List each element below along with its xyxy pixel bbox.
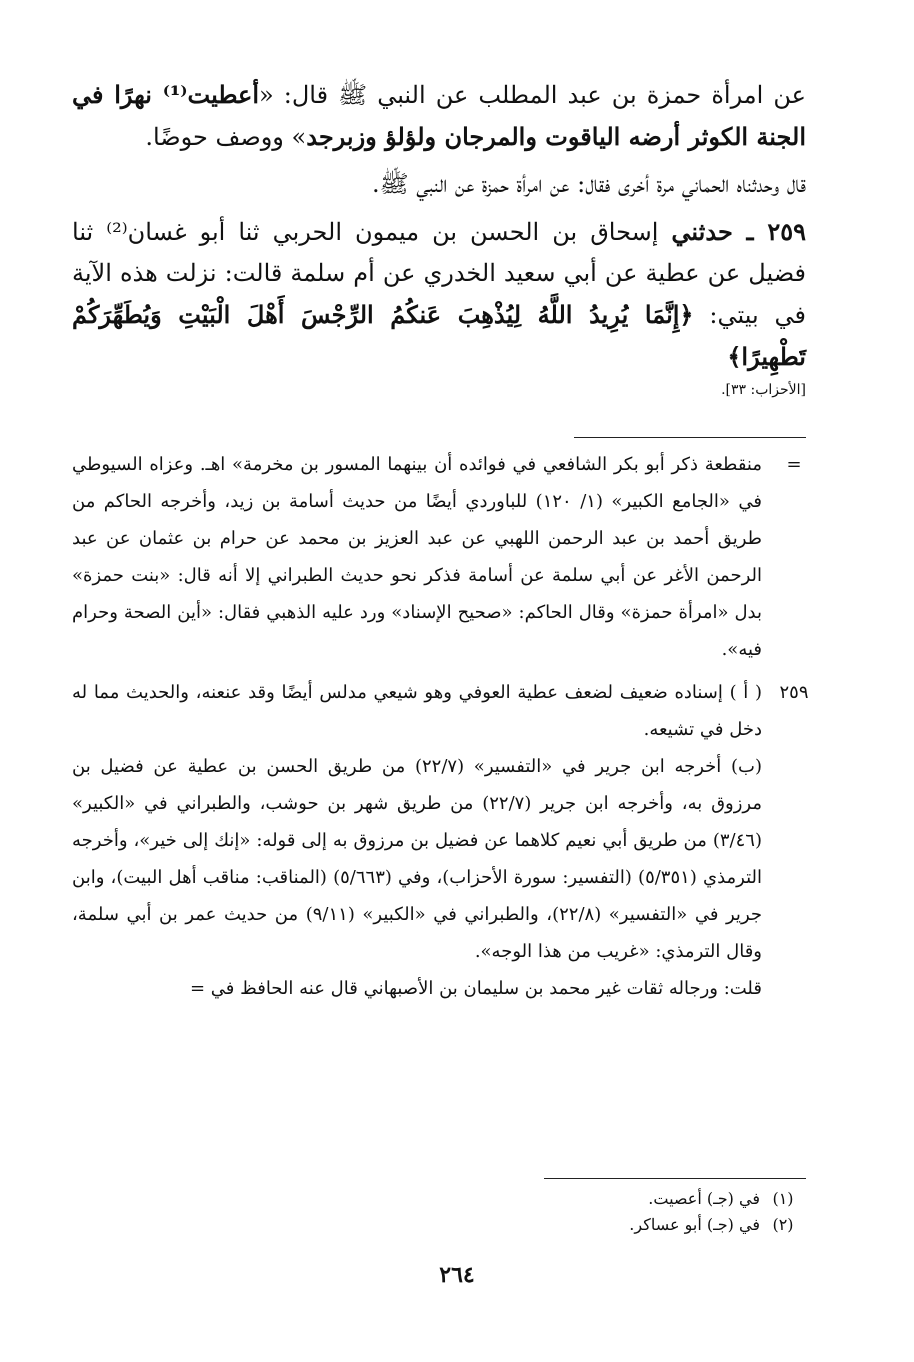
hadith-number: ٢٥٩ ـ حدثني [671,217,806,246]
footnote-text: في (جـ) أعصيت. [648,1189,760,1208]
footnote-item [406,1212,806,1238]
continuation-marker: = [786,454,802,475]
footnote-text: في (جـ) أبو عساكر. [629,1215,760,1234]
commentary-text-c: قلت: ورجاله ثقات غير محمد بن سليمان بن الأصبهاني قال عنه الحافظ في = [190,978,762,999]
page-number: ٢٦٤ [439,1262,475,1288]
hadith-paragraph-259 [72,211,806,378]
commentary-text-b: (ب) أخرجه ابن جرير في «التفسير» (٢٢/٧) من طريق الحسن بن عطية عن فضيل بن مرزوق به، وأخرجه ابن جرير (٢٢/٧) من طريق شهر بن حوشب، والطبراني في «الكبير» (٣/٤٦) من طريق أبي نعيم كلاهما عن فضيل بن مرزوق به إلى قوله: «إنك إلى خير»، وأخرجه الترمذي (٥/٣٥١) (التفسير: سورة الأحزاب)، وفي (٥/٦٦٣) (المناقب: مناقب أهل البيت)، وابن جرير في «التفسير» (٢٢/٨)، والطبراني في «الكبير» (٩/١١) من حديث عمر بن أبي سلمة، وقال الترمذي: «غريب من هذا الوجه». [72,756,763,962]
commentary-divider [574,437,806,438]
commentary-number: ٢٥٩ [779,682,809,703]
footnote-number: (١) [772,1189,794,1208]
commentary-continuation [72,446,806,668]
commentary-text-a: ( أ ) إسناده ضعيف لضعف عطية العوفي وهو شيعي مدلس أيضًا وقد عنعنه، والحديث مما له دخل في تشيعه. [72,682,762,740]
verse-reference: [الأحزاب: ٣٣]. [721,382,806,398]
commentary-section [72,446,809,1007]
commentary-259 [72,674,809,1007]
main-text [72,74,806,400]
hadith-paragraph-1 [72,74,806,158]
footnote-number: (٢) [772,1215,794,1234]
quran-verse: ﴿إِنَّمَا يُرِيدُ اللَّهُ لِيُذْهِبَ عَنكُمُ الرِّجْسَ أَهْلَ الْبَيْتِ وَيُطَهِّرَكُمْ تَطْهِيرًا﴾ [72,300,806,371]
paragraph-text: عن امرأة حمزة بن عبد المطلب عن النبي ﷺ قال: « [259,81,806,109]
footnote-divider [544,1178,806,1179]
paragraph-text: » ووصف حوضًا. [145,123,307,151]
hadith-paragraph-2: قال وحدثناه الحماني مرة أخرى فقال: عن امرأة حمزة عن النبي ﷺ. [372,170,806,198]
hadith-matn-bold: أعطيت⁽¹⁾ نهرًا في الجنة الكوثر أرضه الياقوت والمرجان ولؤلؤ وزبرجد [72,80,806,151]
footnotes [406,1186,806,1238]
footnote-item [406,1186,806,1212]
commentary-text: منقطعة ذكر أبو بكر الشافعي في فوائده أن بينهما المسور بن مخرمة» اهـ. وعزاه السيوطي في «الجامع الكبير» (١/ ١٢٠) للباوردي أيضًا من حديث أسامة بن زيد، وأخرجه الحاكم من طريق أحمد بن عبد الرحمن اللهبي عن عبد العزيز بن محمد عن حرام بن عثمان عن عبد الرحمن الأغر عن أبي سلمة عن أسامة فذكر نحو حديث الطبراني إلا أنه قال: «بنت حمزة» بدل «امرأة حمزة» وقال الحاكم: «صحيح الإسناد» ورد عليه الذهبي فقال: «أين الصحة وحرام فيه». [72,454,762,660]
paragraph-text: إسحاق بن الحسن بن ميمون الحربي ثنا أبو غسان⁽²⁾ ثنا فضيل عن عطية عن أبي سعيد الخدري عن أم سلمة قالت: نزلت هذه الآية في بيتي: [72,218,806,329]
